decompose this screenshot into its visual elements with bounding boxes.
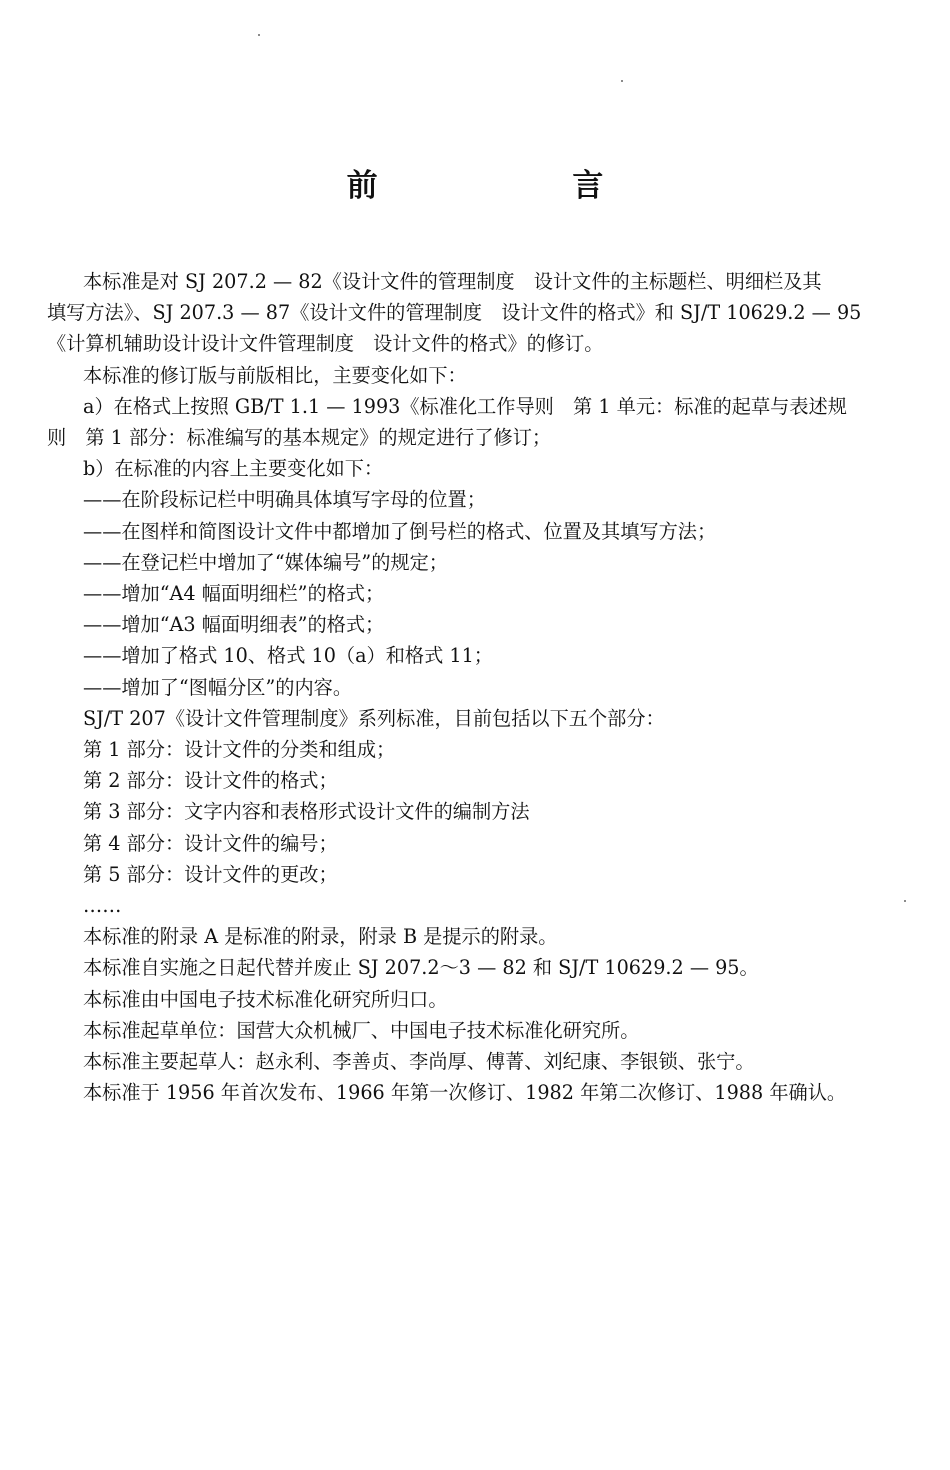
paragraph: 本标准的附录 A 是标准的附录，附录 B 是提示的附录。 [83, 925, 558, 949]
scan-speck [258, 34, 260, 36]
scan-speck [904, 900, 906, 902]
foreword-body [47, 266, 899, 1108]
list-item: 第 4 部分：设计文件的编号； [83, 831, 338, 855]
paragraph: SJ/T 207《设计文件管理制度》系列标准，目前包括以下五个部分： [83, 706, 665, 730]
list-item: ——在图样和简图设计文件中都增加了倒号栏的格式、位置及其填写方法； [83, 519, 717, 543]
paragraph: a）在格式上按照 GB/T 1.1 — 1993《标准化工作导则 第 1 单元：标准的起草与表述规 [83, 394, 847, 418]
paragraph: 本标准的修订版与前版相比，主要变化如下： [83, 363, 467, 387]
list-item: ——增加“A4 幅面明细栏”的格式； [83, 582, 385, 606]
paragraph: 则 第 1 部分：标准编写的基本规定》的规定进行了修订； [47, 426, 552, 450]
paragraph: 本标准由中国电子技术标准化研究所归口。 [83, 987, 448, 1011]
paragraph: 本标准主要起草人：赵永利、李善贞、李尚厚、傅菁、刘纪康、李银锁、张宁。 [83, 1050, 755, 1074]
list-item: ——增加了格式 10、格式 10（a）和格式 11； [83, 644, 493, 668]
list-item: ——增加了“图幅分区”的内容。 [83, 675, 353, 699]
list-item: ——在阶段标记栏中明确具体填写字母的位置； [83, 488, 486, 512]
paragraph: b）在标准的内容上主要变化如下： [83, 457, 384, 481]
list-item: 第 1 部分：设计文件的分类和组成； [83, 738, 396, 762]
paragraph: 本标准是对 SJ 207.2 — 82《设计文件的管理制度 设计文件的主标题栏、明细栏及其 [83, 270, 822, 293]
page-title: 前 言 [346, 168, 696, 204]
paragraph: 填写方法》、SJ 207.3 — 87《设计文件的管理制度 设计文件的格式》和 SJ/T 10629.2 — 95 [47, 301, 862, 325]
list-item: ——在登记栏中增加了“媒体编号”的规定； [83, 550, 448, 574]
ellipsis: …… [83, 894, 122, 918]
list-item: 第 2 部分：设计文件的格式； [83, 769, 338, 793]
list-item: 第 3 部分：文字内容和表格形式设计文件的编制方法 [83, 800, 530, 824]
list-item: 第 5 部分：设计文件的更改； [83, 862, 338, 886]
paragraph: 本标准于 1956 年首次发布、1966 年第一次修订、1982 年第二次修订、1988 年确认。 [83, 1081, 847, 1105]
paragraph: 本标准自实施之日起代替并废止 SJ 207.2～3 — 82 和 SJ/T 10629.2 — 95。 [83, 956, 759, 980]
scan-speck [621, 80, 623, 82]
paragraph: 《计算机辅助设计设计文件管理制度 设计文件的格式》的修订。 [47, 332, 604, 356]
list-item: ——增加“A3 幅面明细表”的格式； [83, 613, 385, 637]
paragraph: 本标准起草单位：国营大众机械厂、中国电子技术标准化研究所。 [83, 1018, 640, 1042]
